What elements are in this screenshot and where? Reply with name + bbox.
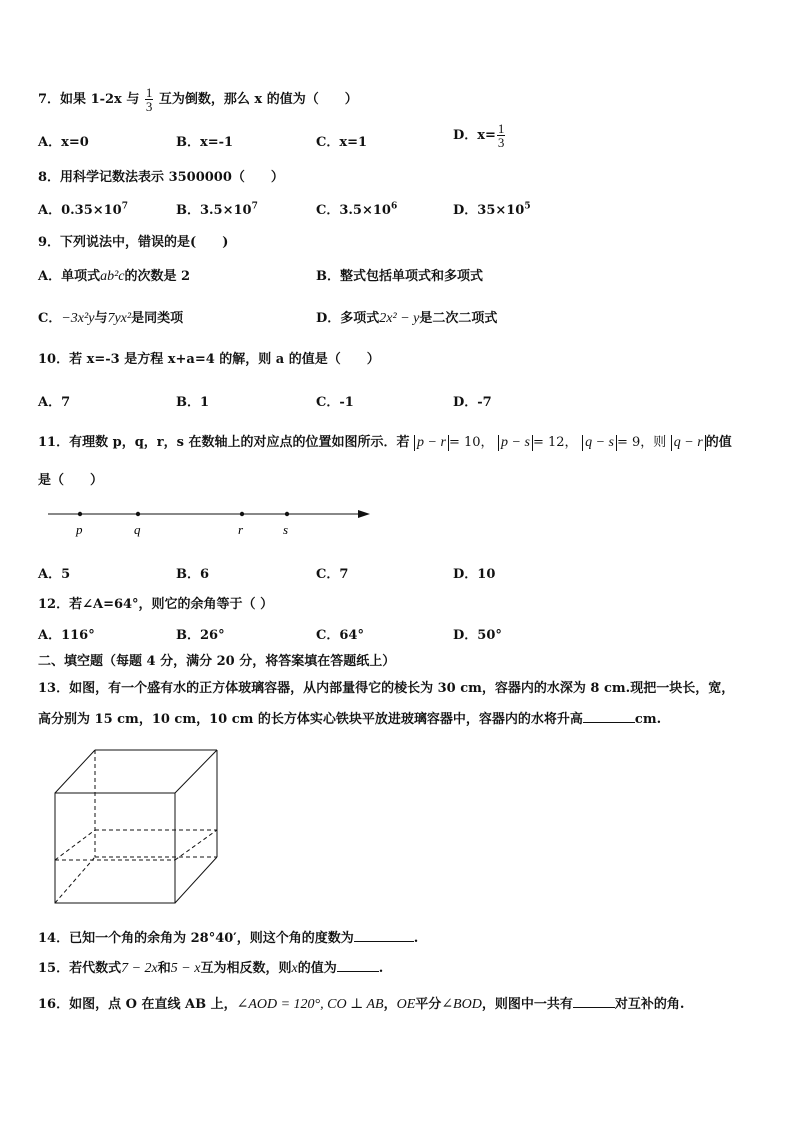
q12-option-a: A．116° <box>38 628 95 643</box>
q10-option-a: A．7 <box>38 395 71 410</box>
q12-option-d: D．50° <box>453 628 502 643</box>
q9-option-d: D．多项式2x² − y是二次二项式 <box>316 311 498 326</box>
q10-option-b: B．1 <box>176 395 210 410</box>
q11-option-d: D．10 <box>453 567 496 582</box>
section-heading: 二、填空题（每题 4 分，满分 20 分，将答案填在答题纸上） <box>38 654 396 669</box>
q11-option-b: B．6 <box>176 567 210 582</box>
q11-option-a: A．5 <box>38 567 71 582</box>
q14-stem: 14．已知一个角的余角为 28°40′，则这个角的度数为 . <box>38 931 419 946</box>
q8-option-b: B．$3.5\times 10^7$ <box>176 201 258 218</box>
q9-option-a: A．单项式ab²c的次数是 2 <box>38 269 191 284</box>
label-q: q <box>134 522 141 537</box>
q7-option-c: C．x=1 <box>316 135 368 150</box>
cube-container-figure <box>50 745 225 910</box>
answer-blank <box>583 722 635 723</box>
number-line-figure <box>40 500 380 545</box>
q9-option-b: B．整式包括单项式和多项式 <box>316 269 483 284</box>
point-s <box>285 512 289 516</box>
q9-stem: 9．下列说法中，错误的是( ) <box>38 235 229 250</box>
q8-stem: 8．用科学记数法表示 3500000（ ） <box>38 170 284 185</box>
q11-stem: 11．有理数 p，q，r，s 在数轴上的对应点的位置如图所示．若 p − r = 10， p − s = 12， q − s = 9，则 q − r 的值 <box>38 435 732 450</box>
q8-option-c: C．$3.5\times 10^6$ <box>316 201 398 218</box>
arrow-head-icon <box>358 510 370 518</box>
point-r <box>240 512 244 516</box>
label-s: s <box>283 522 289 537</box>
label-r: r <box>238 522 244 537</box>
q7-option-a: A．x=0 <box>38 135 89 150</box>
point-q <box>136 512 140 516</box>
answer-blank <box>354 941 414 942</box>
q7-option-d: D．x= $\frac{1}{3}$ <box>453 121 505 150</box>
cube-front-face <box>55 793 175 903</box>
answer-blank <box>337 971 379 972</box>
q11-option-c: C．7 <box>316 567 349 582</box>
q12-stem: 12．若∠A=64°，则它的余角等于（ ） <box>38 597 274 612</box>
q8-option-d: D．$35\times 10^5$ <box>453 201 531 218</box>
q10-option-c: C．-1 <box>316 395 354 410</box>
q12-option-c: C．64° <box>316 628 364 643</box>
q7-text-a: 7．如果 1-2x 与 <box>38 92 140 107</box>
q7-fraction: $\frac{1}{3}$ <box>145 85 153 114</box>
q13-line2: 高分别为 15 cm，10 cm，10 cm 的长方体实心铁块平放进玻璃容器中，容器内的水将升高 cm. <box>38 712 662 727</box>
answer-blank <box>573 1007 615 1008</box>
point-p <box>78 512 82 516</box>
q8-option-a: A．$0.35\times 10^7$ <box>38 201 128 218</box>
q15-stem: 15．若代数式7 − 2x和5 − x互为相反数，则x的值为 . <box>38 961 384 976</box>
q10-option-d: D．-7 <box>453 395 492 410</box>
q16-stem: 16．如图，点 O 在直线 AB 上，∠AOD = 120°, CO ⊥ AB，OE平分∠BOD，则图中一共有 对互补的角. <box>38 997 685 1012</box>
q7-text-b: 互为倒数，那么 x 的值为（ ） <box>158 92 358 107</box>
q7-option-b: B．x=-1 <box>176 135 234 150</box>
q11-stem-cont: 是（ ） <box>38 473 104 488</box>
q13-line1: 13．如图，有一个盛有水的正方体玻璃容器，从内部量得它的棱长为 30 cm，容器内的水深为 8 cm.现把一块长，宽， <box>38 681 735 696</box>
q9-option-c: C．−3x²y与7yx²是同类项 <box>38 311 184 326</box>
q7-stem <box>38 86 358 113</box>
q10-stem: 10．若 x=-3 是方程 x+a=4 的解，则 a 的值是（ ） <box>38 352 380 367</box>
label-p: p <box>76 522 83 537</box>
q12-option-b: B．26° <box>176 628 225 643</box>
